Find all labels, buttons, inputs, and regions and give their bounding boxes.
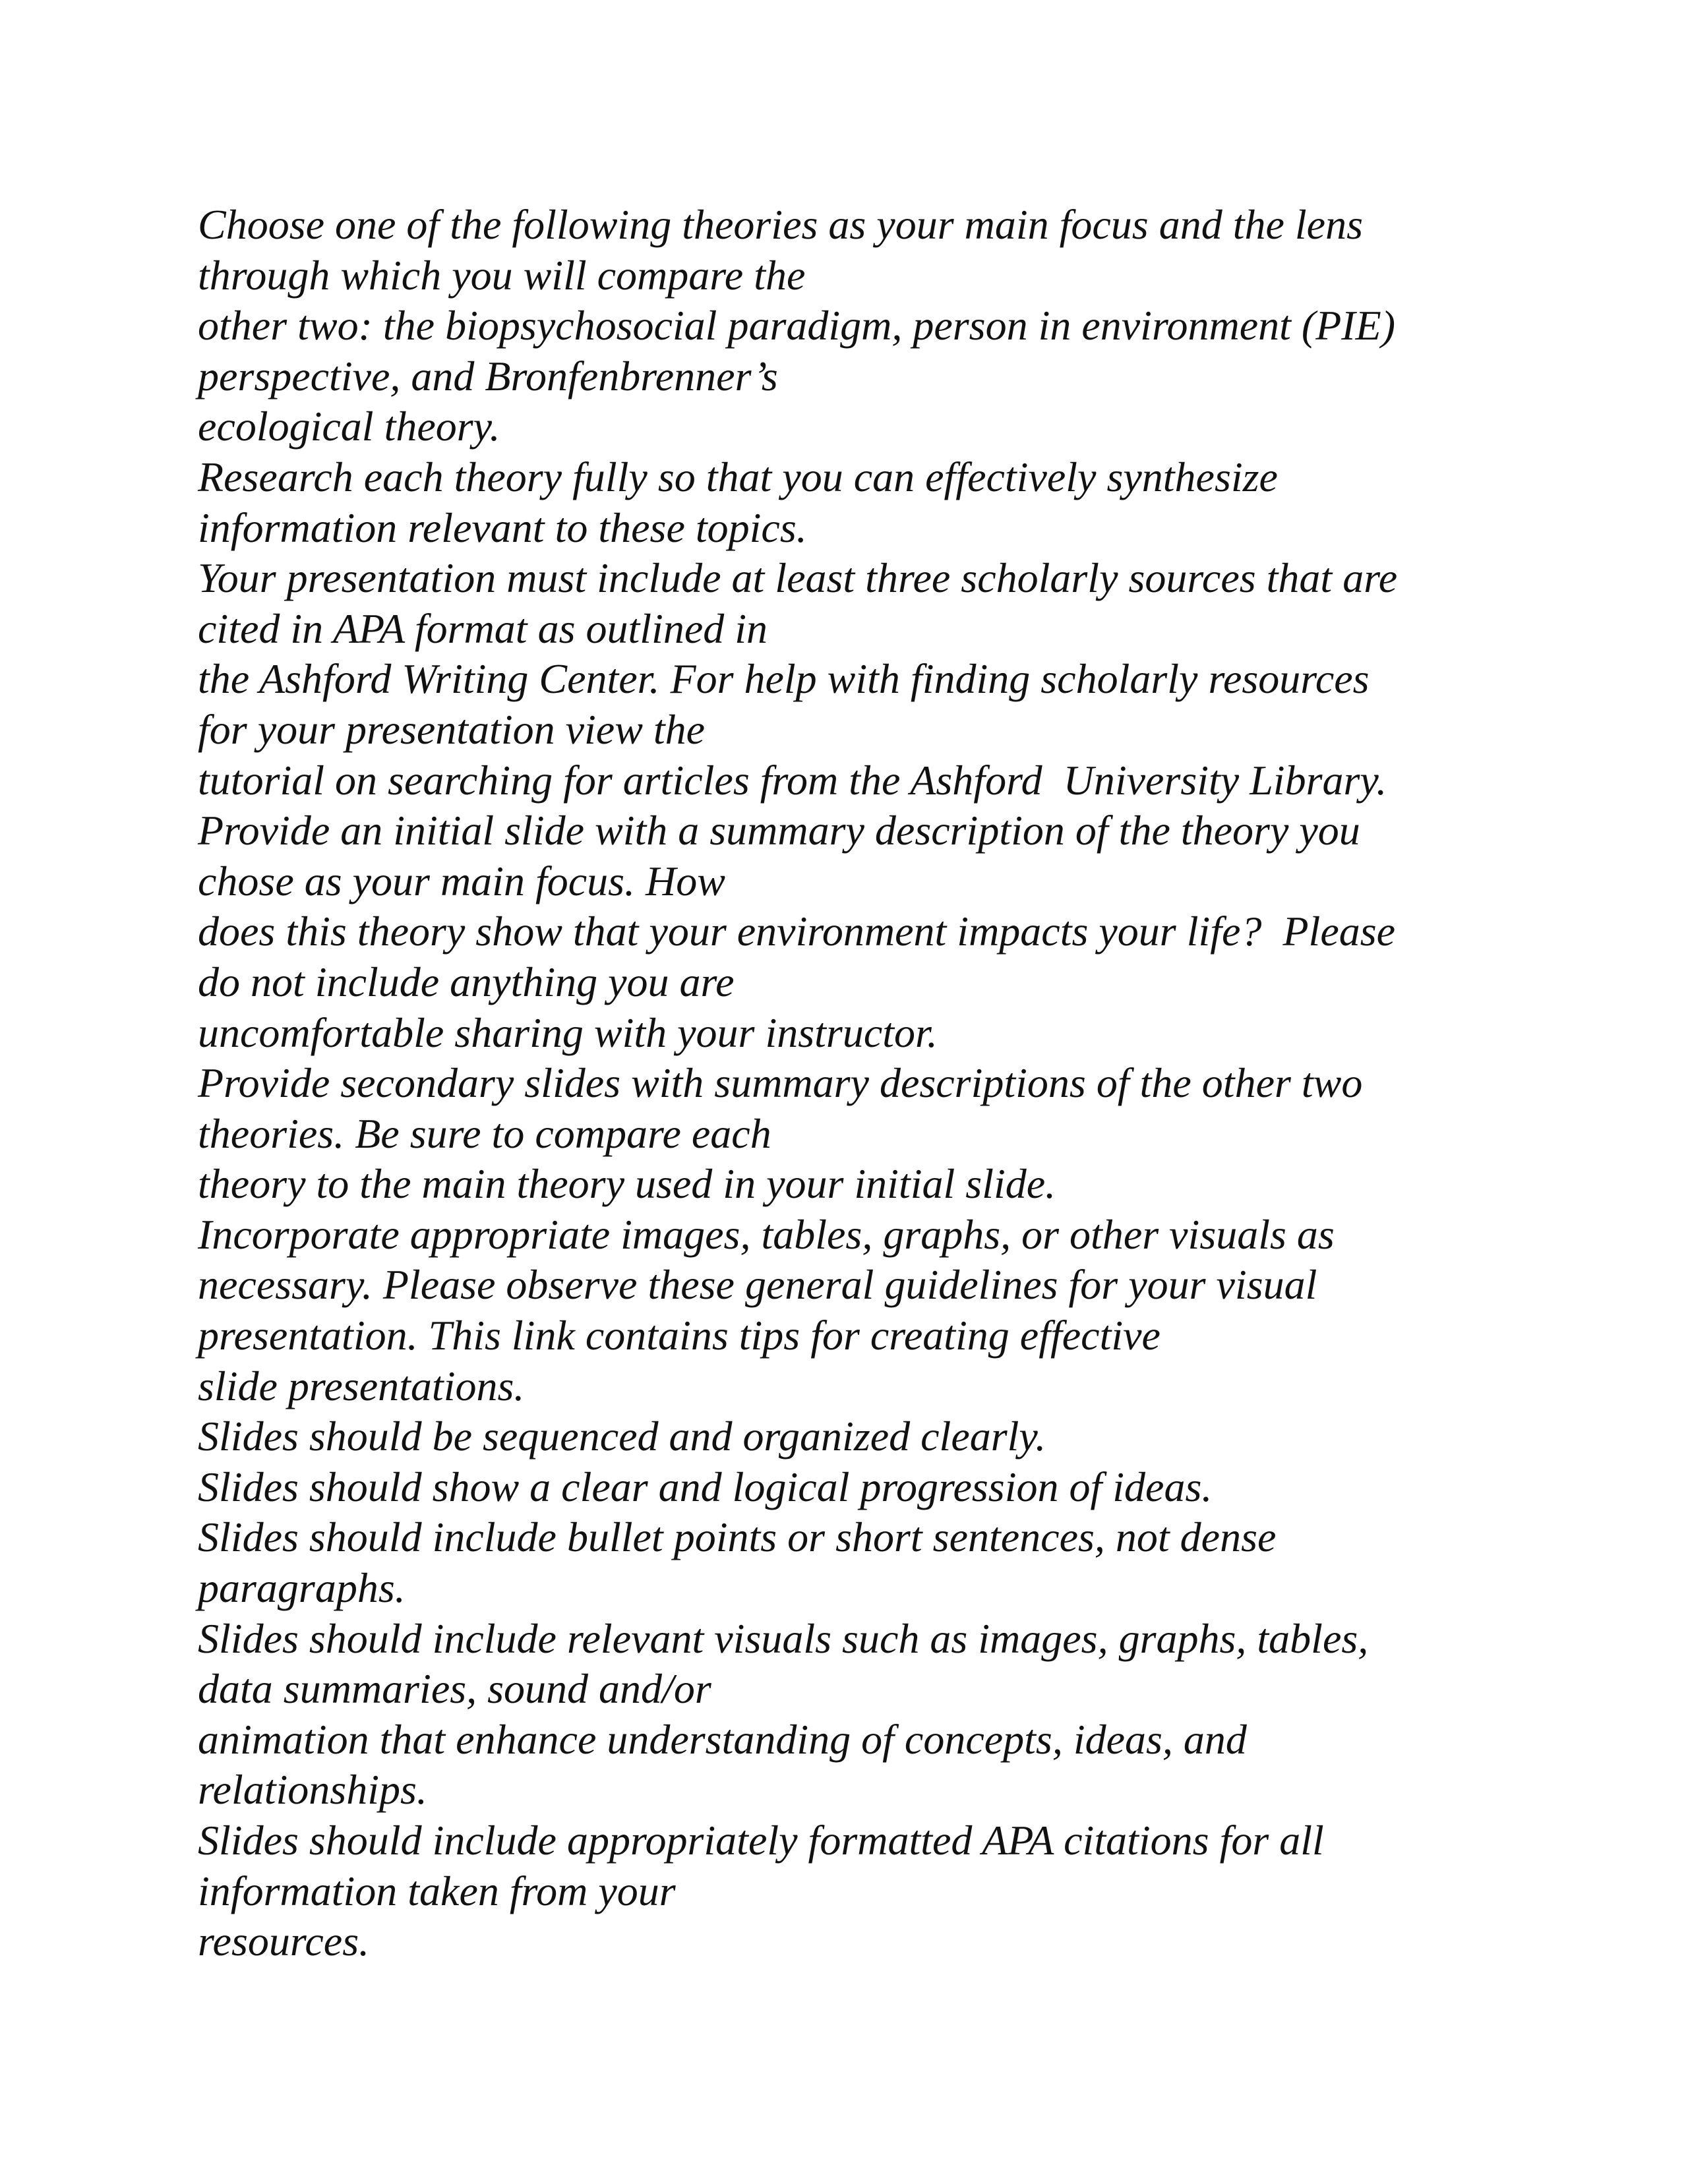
text-line: necessary. Please observe these general guidelines for your visual — [198, 1261, 1317, 1309]
text-line: perspective, and Bronfenbrenner’s — [198, 352, 778, 399]
text-line: ecological theory. — [198, 403, 500, 450]
text-line: through which you will compare the — [198, 251, 806, 299]
text-line: Research each theory fully so that you can effectively synthesize — [198, 453, 1278, 500]
text-line: other two: the biopsychosocial paradigm, person in environment (PIE) — [198, 302, 1395, 349]
text-line: slide presentations. — [198, 1362, 525, 1409]
text-line: Slides should include appropriately formatted APA citations for all — [198, 1817, 1324, 1864]
text-line: for your presentation view the — [198, 705, 706, 753]
text-line: Provide secondary slides with summary descriptions of the other two — [198, 1059, 1363, 1107]
text-line: data summaries, sound and/or — [198, 1665, 711, 1713]
text-line: the Ashford Writing Center. For help with finding scholarly resources — [198, 655, 1370, 703]
text-line: presentation. This link contains tips for creating effective — [198, 1312, 1160, 1359]
text-line: do not include anything you are — [198, 958, 735, 1005]
text-line: information relevant to these topics. — [198, 504, 807, 551]
text-line: Incorporate appropriate images, tables, graphs, or other visuals as — [198, 1210, 1335, 1258]
text-line: chose as your main focus. How — [198, 857, 725, 904]
text-line: Slides should be sequenced and organized clearly. — [198, 1413, 1046, 1460]
assignment-instructions — [198, 200, 1517, 1967]
text-line: cited in APA format as outlined in — [198, 605, 768, 652]
text-line: Slides should show a clear and logical progression of ideas. — [198, 1463, 1213, 1510]
text-line: tutorial on searching for articles from the Ashford University Library. — [198, 756, 1387, 804]
text-line: information taken from your — [198, 1867, 676, 1914]
text-line: Slides should include bullet points or short sentences, not dense — [198, 1514, 1277, 1561]
text-line: Your presentation must include at least three scholarly sources that are — [198, 554, 1398, 602]
text-line: Provide an initial slide with a summary description of the theory you — [198, 807, 1360, 854]
text-line: does this theory show that your environment impacts your life? Please — [198, 908, 1396, 955]
text-line: paragraphs. — [198, 1564, 406, 1612]
text-line: theory to the main theory used in your initial slide. — [198, 1160, 1056, 1208]
text-line: theories. Be sure to compare each — [198, 1109, 771, 1157]
text-line: Choose one of the following theories as your main focus and the lens — [198, 201, 1363, 248]
text-line: relationships. — [198, 1766, 427, 1814]
text-line: uncomfortable sharing with your instructor. — [198, 1009, 938, 1056]
text-line: resources. — [198, 1918, 370, 1965]
text-line: Slides should include relevant visuals such as images, graphs, tables, — [198, 1614, 1369, 1662]
text-line: animation that enhance understanding of concepts, ideas, and — [198, 1715, 1247, 1763]
